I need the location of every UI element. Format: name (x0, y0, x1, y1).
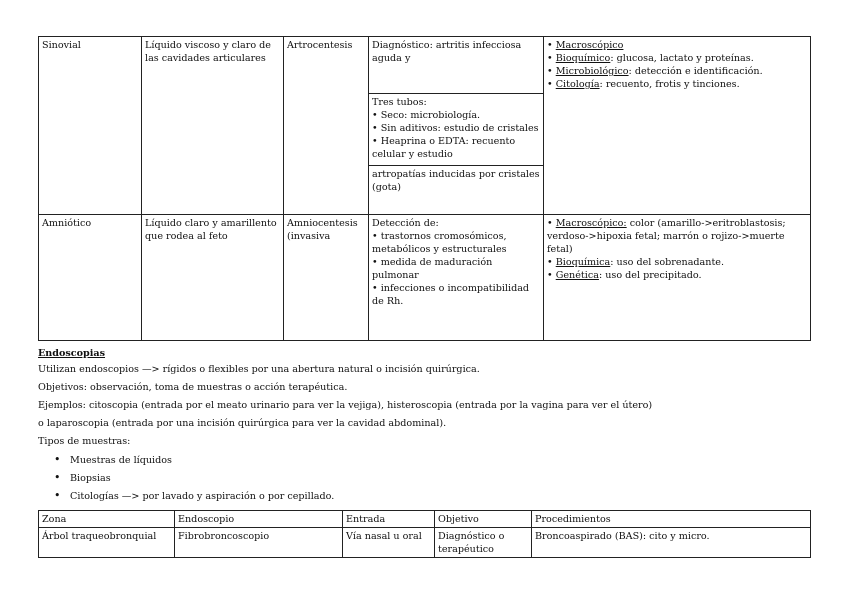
cell-obtencion: Amniocentesis (invasiva (284, 215, 369, 341)
diagnostico-text: Diagnóstico: artritis infecciosa aguda y (372, 40, 522, 64)
header-objetivo: Objetivo (435, 511, 532, 528)
analisis-item: • Genética: uso del precipitado. (547, 270, 702, 281)
deteccion-item: • infecciones o incompatibilidad de Rh. (372, 283, 530, 307)
cell-analisis (544, 37, 811, 215)
analisis-item: • Macroscópico (547, 40, 624, 51)
cell-descripcion: Líquido viscoso y claro de las cavidades articulares (142, 37, 284, 215)
paragraph: o laparoscopia (entrada por una incisión quirúrgica para ver la cavidad abdominal). (38, 418, 447, 429)
deteccion-item: • medida de maduración pulmonar (372, 257, 493, 281)
analisis-item: • Bioquímica: uso del sobrenadante. (547, 257, 725, 268)
analisis-item: • Citología: recuento, frotis y tinciones. (547, 79, 740, 90)
cell-endoscopio: Fibrobroncoscopio (175, 528, 343, 558)
paragraph: Utilizan endoscopios —> rígidos o flexibles por una abertura natural o incisión quirúrgica. (38, 364, 480, 375)
endoscopy-table (38, 510, 811, 558)
cell-procedimientos: Broncoaspirado (BAS): cito y micro. (532, 528, 811, 558)
cell-diagnostico (369, 37, 544, 215)
cell-descripcion: Líquido claro y amarillento que rodea al feto (142, 215, 284, 341)
paragraph: Objetivos: observación, toma de muestras o acción terapéutica. (38, 382, 348, 393)
tubo-item: • Seco: microbiología. (372, 110, 481, 121)
table-row (39, 528, 811, 558)
endoscopias-section (38, 347, 828, 507)
list-item: • Citologías —> por lavado y aspiración o por cepillado. (54, 489, 828, 503)
cell-divider (369, 165, 543, 166)
muestras-list (54, 453, 828, 503)
header-entrada: Entrada (343, 511, 435, 528)
header-endoscopio: Endoscopio (175, 511, 343, 528)
cell-divider (369, 93, 543, 94)
table-row (39, 37, 811, 215)
list-item: • Muestras de líquidos (54, 453, 828, 467)
analisis-item: • Macroscópico: color (amarillo->eritroblastosis; verdoso->hipoxia fetal; marrón o rojizo->muerte fetal) (547, 218, 786, 255)
cell-zona: Árbol traqueobronquial (39, 528, 175, 558)
tubo-item: • Heaprina o EDTA: recuento celular y estudio (372, 136, 516, 160)
deteccion-item: • trastornos cromosómicos, metabólicos y estructurales (372, 231, 507, 255)
deteccion-intro: Detección de: (372, 218, 439, 229)
cell-obtencion: Artrocentesis (284, 37, 369, 215)
section-title: Endoscopias (38, 348, 106, 359)
cell-objetivo: Diagnóstico o terapéutico (435, 528, 532, 558)
paragraph: Tipos de muestras: (38, 436, 131, 447)
diagnostico-text-2: artropatías inducidas por cristales (gota) (372, 169, 540, 193)
analisis-item: • Microbiológico: detección e identificación. (547, 66, 763, 77)
cell-tipo: Amniótico (39, 215, 142, 341)
tubos-intro: Tres tubos: (372, 97, 427, 108)
cell-tipo: Sinovial (39, 37, 142, 215)
analisis-item: • Bioquímico: glucosa, lactato y proteínas. (547, 53, 754, 64)
table-header-row (39, 511, 811, 528)
cell-entrada: Vía nasal u oral (343, 528, 435, 558)
table-row (39, 215, 811, 341)
cell-deteccion (369, 215, 544, 341)
cell-analisis (544, 215, 811, 341)
paragraph: Ejemplos: citoscopia (entrada por el meato urinario para ver la vejiga), histeroscopia (entrada por la vagina para ver el útero) (38, 400, 653, 411)
fluids-table (38, 36, 811, 341)
tubo-item: • Sin aditivos: estudio de cristales (372, 123, 539, 134)
header-procedimientos: Procedimientos (532, 511, 811, 528)
header-zona: Zona (39, 511, 175, 528)
list-item: • Biopsias (54, 471, 828, 485)
